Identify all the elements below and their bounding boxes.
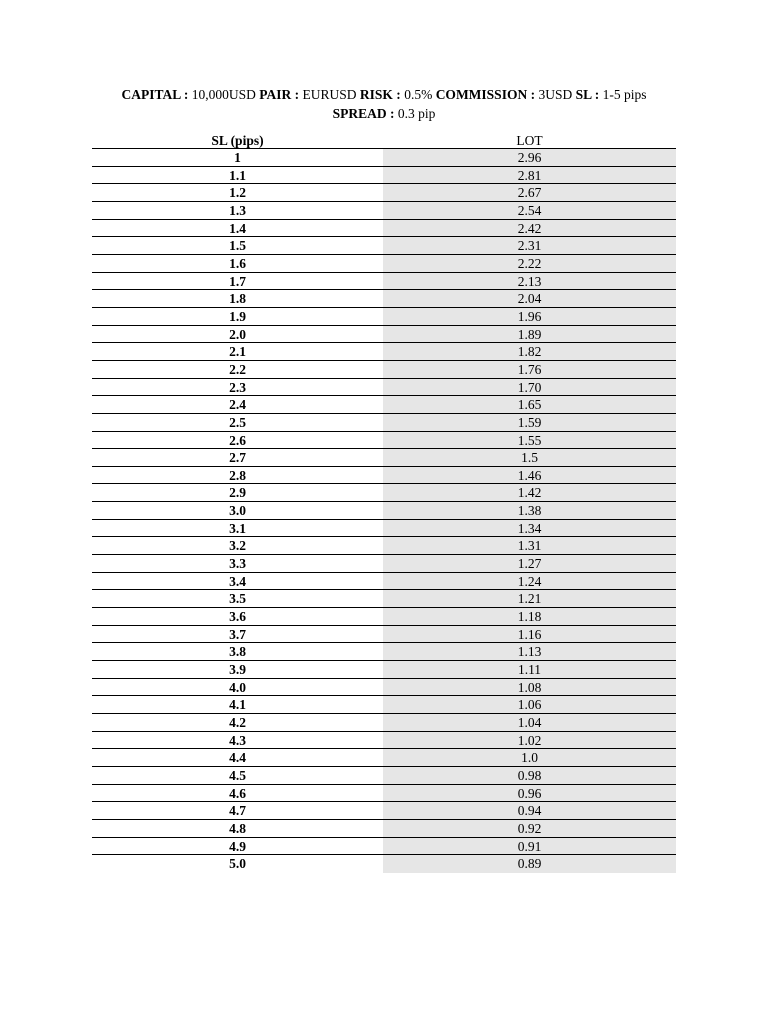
table-row: [92, 749, 676, 767]
table-row: [92, 273, 676, 291]
sl-cell: 2.2: [229, 361, 246, 377]
lot-cell: 1.06: [383, 696, 676, 713]
lot-cell: 1.55: [383, 432, 676, 449]
lot-cell: 1.11: [383, 661, 676, 678]
lot-cell: 1.96: [383, 308, 676, 325]
sl-cell: 2.1: [229, 344, 246, 360]
column-header-sl: SL (pips): [211, 133, 264, 148]
pair-value: EURUSD: [302, 87, 357, 102]
capital-value: 10,000USD: [191, 87, 256, 102]
lot-cell: 1.16: [383, 626, 676, 643]
table-row: [92, 555, 676, 573]
table-row: [92, 484, 676, 502]
sl-cell: 3.2: [229, 538, 246, 554]
lot-cell: 1.59: [383, 414, 676, 431]
parameters-line-1: [92, 85, 676, 104]
sl-label: SL :: [575, 87, 600, 102]
table-row: [92, 590, 676, 608]
table-row: [92, 608, 676, 626]
table-row: [92, 732, 676, 750]
sl-cell: 3.3: [229, 556, 246, 572]
lot-cell: 1.82: [383, 343, 676, 360]
table-row: [92, 802, 676, 820]
table-row: [92, 237, 676, 255]
sl-cell: 5.0: [229, 856, 246, 872]
sl-cell: 1.4: [229, 220, 246, 236]
sl-cell: 4.3: [229, 732, 246, 748]
risk-value: 0.5%: [404, 87, 433, 102]
table-row: [92, 361, 676, 379]
lot-cell: 1.0: [383, 749, 676, 766]
sl-cell: 1.3: [229, 202, 246, 218]
lot-cell: 2.13: [383, 273, 676, 290]
table-row: [92, 184, 676, 202]
table-row: [92, 626, 676, 644]
risk-label: RISK :: [359, 87, 401, 102]
table-row: [92, 661, 676, 679]
table-row: [92, 573, 676, 591]
sl-cell: 2.3: [229, 379, 246, 395]
lot-size-table: [92, 131, 676, 873]
lot-cell: 0.94: [383, 802, 676, 819]
lot-cell: 1.46: [383, 467, 676, 484]
parameters-line-2: [92, 104, 676, 123]
table-header: [92, 131, 676, 149]
table-row: [92, 643, 676, 661]
commission-value: 3USD: [538, 87, 573, 102]
table-row: [92, 432, 676, 450]
lot-cell: 2.54: [383, 202, 676, 219]
sl-cell: 3.8: [229, 644, 246, 660]
table-row: [92, 255, 676, 273]
table-row: [92, 343, 676, 361]
sl-cell: 4.4: [229, 750, 246, 766]
sl-cell: 3.6: [229, 609, 246, 625]
table-row: [92, 220, 676, 238]
sl-cell: 3.5: [229, 591, 246, 607]
sl-cell: 3.0: [229, 503, 246, 519]
sl-cell: 3.9: [229, 662, 246, 678]
spread-label: SPREAD :: [332, 106, 395, 121]
lot-cell: 0.89: [383, 855, 676, 873]
sl-cell: 4.7: [229, 803, 246, 819]
sl-cell: 2.4: [229, 397, 246, 413]
sl-cell: 1: [234, 150, 241, 165]
lot-cell: 1.38: [383, 502, 676, 519]
commission-label: COMMISSION :: [435, 87, 536, 102]
lot-cell: 2.04: [383, 290, 676, 307]
lot-cell: 1.24: [383, 573, 676, 590]
sl-cell: 2.0: [229, 326, 246, 342]
lot-cell: 1.89: [383, 326, 676, 343]
sl-value: 1-5 pips: [602, 87, 647, 102]
lot-cell: 2.42: [383, 220, 676, 237]
lot-cell: 1.42: [383, 484, 676, 501]
table-row: [92, 396, 676, 414]
sl-cell: 1.7: [229, 273, 246, 289]
sl-cell: 1.2: [229, 185, 246, 201]
table-row: [92, 785, 676, 803]
sl-cell: 1.9: [229, 308, 246, 324]
lot-cell: 1.76: [383, 361, 676, 378]
lot-cell: 2.96: [383, 149, 676, 166]
sl-cell: 3.7: [229, 626, 246, 642]
table-row: [92, 308, 676, 326]
lot-cell: 1.21: [383, 590, 676, 607]
lot-cell: 1.04: [383, 714, 676, 731]
sl-cell: 2.6: [229, 432, 246, 448]
sl-cell: 1.8: [229, 291, 246, 307]
sl-cell: 2.7: [229, 450, 246, 466]
parameters-header: [92, 85, 676, 123]
lot-cell: 0.96: [383, 785, 676, 802]
sl-cell: 3.4: [229, 573, 246, 589]
table-row: [92, 520, 676, 538]
table-row: [92, 502, 676, 520]
sl-cell: 4.9: [229, 838, 246, 854]
lot-cell: 1.27: [383, 555, 676, 572]
table-row: [92, 855, 676, 873]
lot-cell: 0.92: [383, 820, 676, 837]
lot-cell: 0.98: [383, 767, 676, 784]
table-row: [92, 149, 676, 167]
table-row: [92, 820, 676, 838]
pair-label: PAIR :: [259, 87, 300, 102]
lot-cell: 1.5: [383, 449, 676, 466]
lot-cell: 1.02: [383, 732, 676, 749]
lot-cell: 0.91: [383, 838, 676, 855]
table-row: [92, 414, 676, 432]
table-row: [92, 326, 676, 344]
table-row: [92, 379, 676, 397]
sl-cell: 4.5: [229, 767, 246, 783]
sl-cell: 4.1: [229, 697, 246, 713]
lot-cell: 1.08: [383, 679, 676, 696]
sl-cell: 2.8: [229, 467, 246, 483]
sl-cell: 3.1: [229, 520, 246, 536]
table-row: [92, 467, 676, 485]
lot-cell: 1.70: [383, 379, 676, 396]
table-row: [92, 537, 676, 555]
lot-cell: 1.13: [383, 643, 676, 660]
lot-cell: 1.34: [383, 520, 676, 537]
sl-cell: 4.2: [229, 715, 246, 730]
table-row: [92, 167, 676, 185]
table-row: [92, 679, 676, 697]
sl-cell: 4.0: [229, 679, 246, 695]
column-header-lot: LOT: [516, 133, 543, 148]
table-body: [92, 149, 676, 873]
table-row: [92, 449, 676, 467]
lot-cell: 1.31: [383, 537, 676, 554]
lot-cell: 2.81: [383, 167, 676, 184]
table-row: [92, 767, 676, 785]
table-row: [92, 838, 676, 856]
sl-cell: 1.6: [229, 255, 246, 271]
sl-cell: 1.1: [229, 167, 246, 183]
capital-label: CAPITAL :: [121, 87, 189, 102]
lot-cell: 2.67: [383, 184, 676, 201]
table-row: [92, 290, 676, 308]
table-row: [92, 714, 676, 732]
lot-cell: 1.18: [383, 608, 676, 625]
sl-cell: 1.5: [229, 238, 246, 254]
spread-value: 0.3 pip: [397, 106, 436, 121]
sl-cell: 4.6: [229, 785, 246, 801]
lot-cell: 2.22: [383, 255, 676, 272]
lot-cell: 1.65: [383, 396, 676, 413]
lot-cell: 2.31: [383, 237, 676, 254]
sl-cell: 4.8: [229, 820, 246, 836]
table-row: [92, 202, 676, 220]
sl-cell: 2.9: [229, 485, 246, 501]
table-row: [92, 696, 676, 714]
sl-cell: 2.5: [229, 414, 246, 430]
